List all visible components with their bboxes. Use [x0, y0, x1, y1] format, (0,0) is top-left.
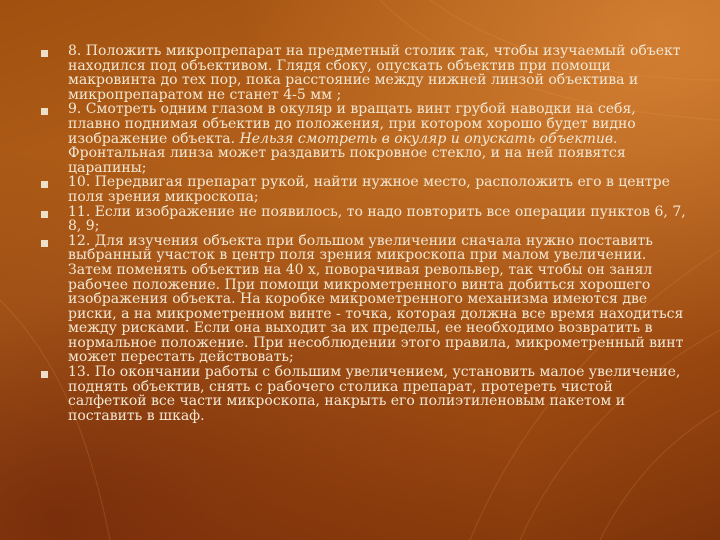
list-item	[40, 205, 690, 234]
list-item	[40, 365, 690, 423]
list-item	[40, 234, 690, 365]
item-text: 12. Для изучения объекта при большом увеличении сначала нужно поставить выбранный участок в центр поля зрения микроскопа при малом увеличении. Затем поменять объектив на 40 х, поворачивая револьвер, так чтобы он занял рабочее положение. При помощи микрометренного винта добиться хорошего изображения объекта. На коробке микрометренного механизма имеются две риски, а на микрометренном винте - точка, которая должна все время находиться между рисками. Если она выходит за их пределы, ее необходимо возвратить в нормальное положение. При несоблюдении этого правила, микрометренный винт может перестать действовать;	[68, 232, 684, 366]
square-bullet-icon	[41, 50, 48, 57]
item-text	[68, 102, 690, 175]
warning-text: Нельзя смотреть в окуляр и опускать объектив.	[239, 130, 618, 147]
item-text: 11. Если изображение не появилось, то надо повторить все операции пунктов 6, 7, 8, 9;	[68, 203, 686, 235]
item-text-part: 9. Смотреть одним глазом в окуляр и вращать винт грубой наводки на себя, плавно поднимая объектив до положения, при котором хорошо будет видно изображение объекта.	[68, 101, 636, 147]
item-text: 13. По окончании работы с большим увеличением, установить малое увеличение, поднять объектив, снять с рабочего столика препарат, протереть чистой салфеткой все части микроскопа, накрыть его полиэтиленовым пакетом и поставить в шкаф.	[68, 364, 681, 424]
square-bullet-icon	[41, 108, 48, 115]
item-text-part: Фронтальная линза может раздавить покровное стекло, и на ней появятся царапины;	[68, 145, 626, 176]
item-text: 8. Положить микропрепарат на предметный столик так, чтобы изучаемый объект находился под объективом. Глядя сбоку, опускать объектив при помощи макровинта до тех пор, пока расстояние между нижней линзой объектива и микропрепаратом не станет 4-5 мм ;	[68, 43, 681, 103]
item-text: 10. Передвигая препарат рукой, найти нужное место, расположить его в центре поля зрения микроскопа;	[68, 174, 670, 205]
list-item	[40, 175, 690, 204]
list-item	[40, 102, 690, 175]
square-bullet-icon	[41, 240, 48, 247]
instruction-list	[40, 44, 690, 423]
list-item	[40, 44, 690, 102]
square-bullet-icon	[41, 181, 48, 188]
square-bullet-icon	[41, 211, 48, 218]
square-bullet-icon	[41, 371, 48, 378]
